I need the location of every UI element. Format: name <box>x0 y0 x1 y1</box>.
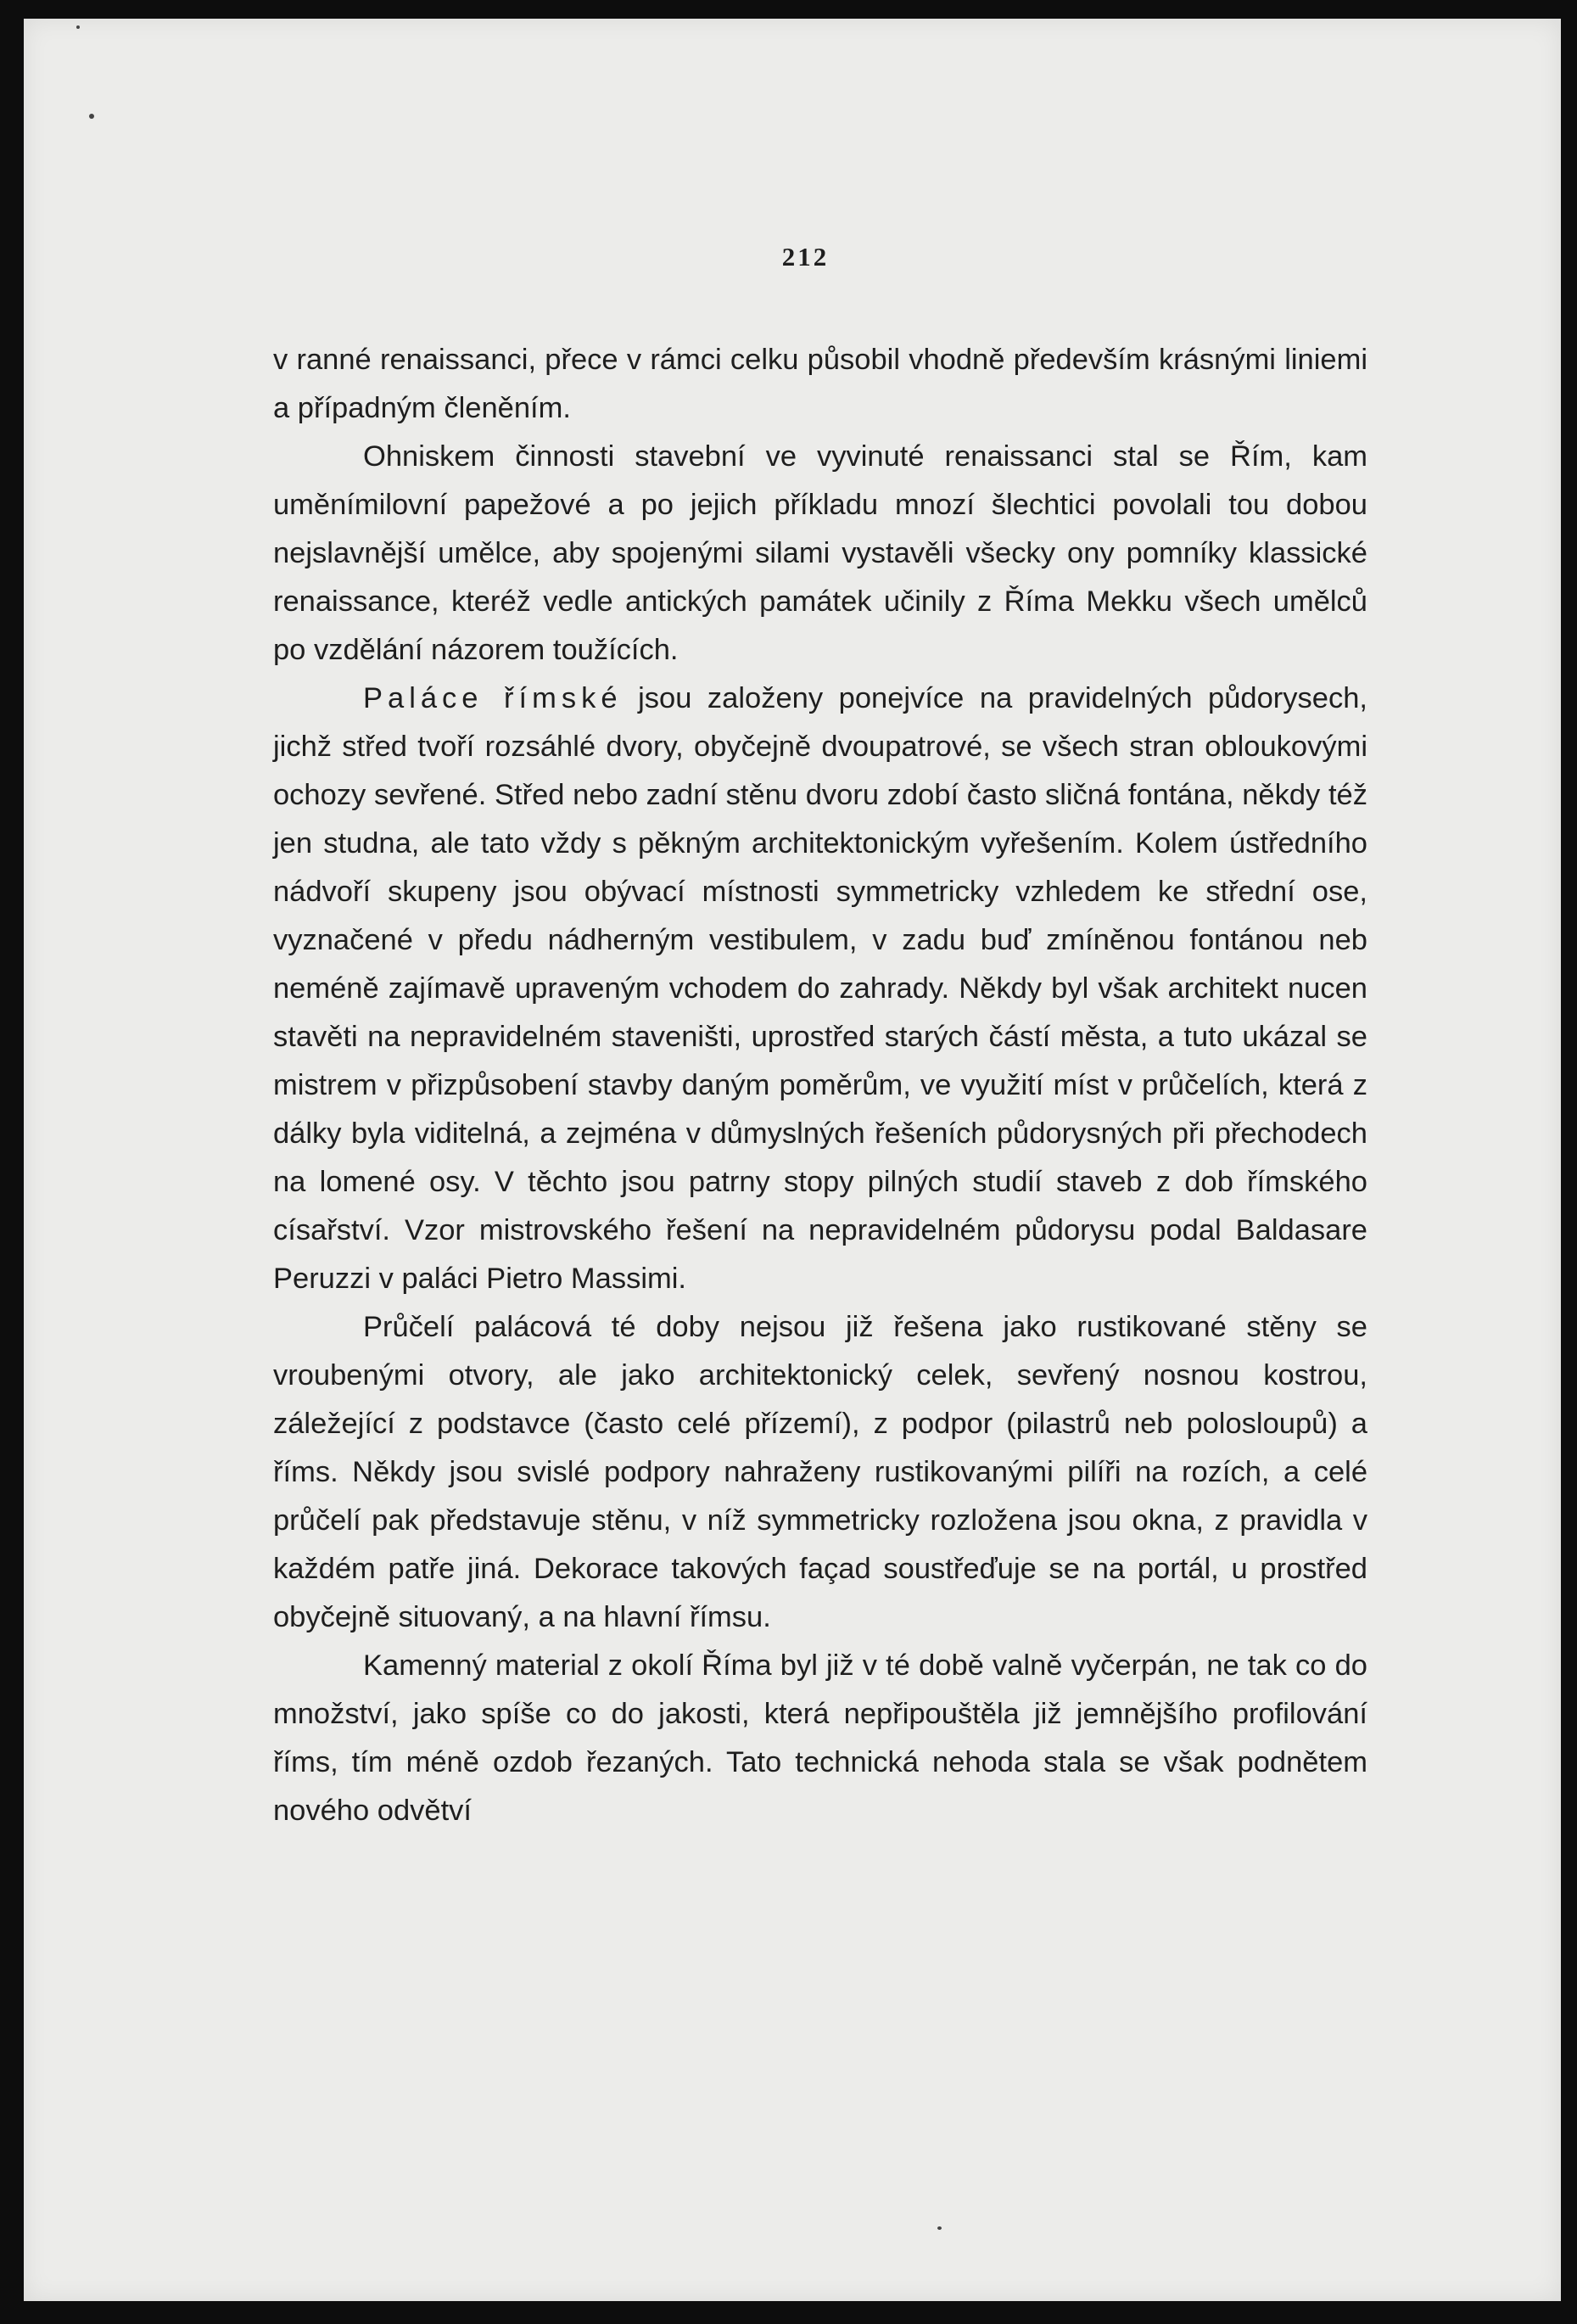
spaced-emphasis: Paláce římské <box>363 682 623 714</box>
paragraph: Kamenný material z okolí Říma byl již v té době valně vyčerpán, ne tak co do množství, jako spíše co do jakosti, která nepřipouštěla již jemnějšího profilování říms, tím méně ozdob řezaných. Tato technická nehoda stala se však podnětem nového odvětví <box>273 1649 1367 1827</box>
body-text <box>273 336 1367 1835</box>
ink-speck <box>937 2226 942 2230</box>
paragraph <box>273 675 1367 1303</box>
ink-speck <box>76 25 80 29</box>
page-number: 212 <box>781 242 830 272</box>
paragraph-text: jsou založeny ponejvíce na pravidelných půdorysech, jichž střed tvoří rozsáhlé dvory, obyčejně dvoupatrové, se všech stran obloukovými ochozy sevřené. Střed nebo zadní stěnu dvoru zdobí často sličná fontána, někdy též jen studna, ale tato vždy s pěkným architektonickým vyřešením. Kolem ústředního nádvoří skupeny jsou obývací místnosti symmetricky vzhledem ke střední ose, vyznačené v předu nádherným vestibulem, v zadu buď zmíněnou fontánou neb neméně zajímavě upraveným vchodem do zahrady. Někdy byl však architekt nucen stavěti na nepravidelném staveništi, uprostřed starých částí města, a tuto ukázal se mistrem v přizpůsobení stavby daným poměrům, ve využití míst v průčelích, která z dálky byla viditelná, a zejména v důmyslných řešeních půdorysných při přechodech na lomené osy. V těchto jsou patrny stopy pilných studií staveb z dob římského císařství. Vzor mistrovského řešení na nepravidelném půdorysu podal Baldasare Peruzzi v paláci Pietro Massimi. <box>273 682 1367 1295</box>
paragraph: Ohniskem činnosti stavební ve vyvinuté renaissanci stal se Řím, kam uměnímilovní papežové a po jejich příkladu mnozí šlechtici povolali tou dobou nejslavnější umělce, aby spojenými silami vystavěli všecky ony pomníky klassické renaissance, kteréž vedle antických památek učinily z Říma Mekku všech umělců po vzdělání názorem toužících. <box>273 440 1367 666</box>
ink-speck <box>89 114 94 119</box>
paragraph: Průčelí palácová té doby nejsou již řešena jako rustikované stěny se vroubenými otvory, ale jako architektonický celek, sevřený nosnou kostrou, záležející z podstavce (často celé přízemí), z podpor (pilastrů neb polosloupů) a říms. Někdy jsou svislé podpory nahraženy rustikovanými pilíři na rozích, a celé průčelí pak představuje stěnu, v níž symmetricky rozložena jsou okna, z pravidla v každém patře jiná. Dekorace takových façad soustřeďuje se na portál, u prostřed obyčejně situovaný, a na hlavní římsu. <box>273 1311 1367 1633</box>
paragraph: v ranné renaissanci, přece v rámci celku působil vhodně především krásnými liniemi a případným členěním. <box>273 344 1367 424</box>
